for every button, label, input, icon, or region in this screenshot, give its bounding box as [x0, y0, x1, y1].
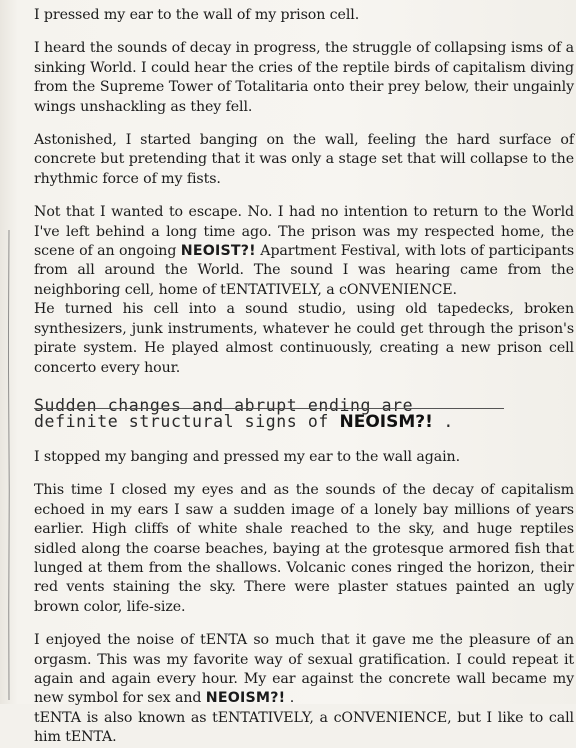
paragraph-5: He turned his cell into a sound studio, using old tapedecks, broken synthesizers, junk instruments, whatever he could get through the prison's pirate system. He played almost continuously, creating a new prison cell concerto every hour. — [34, 301, 574, 376]
paragraph-9: tENTA is also known as tENTATIVELY, a cONVENIENCE, but I like to call him tENTA. — [34, 709, 574, 746]
paragraph-8-part-1: I enjoyed the noise of tENTA so much that it gave me the pleasure of an orgasm. This was my favorite way of sexual gratification. I could repeat it again and again every hour. My ear against the concrete wall became my new symbol for sex and — [34, 632, 574, 707]
typewriter-quote — [34, 395, 574, 432]
neoist-highlight: NEOIST?! — [180, 243, 256, 260]
paragraph-7: This time I closed my eyes and as the sounds of the decay of capitalism echoed in my ears I saw a sudden image of a lonely bay millions of years earlier. High cliffs of white shale reached to the sky, and huge reptiles sidled along the coarse beaches, baying at the grotesque armored fish that lunged at them from the shallows. Volcanic cones ringed the horizon, their red vents staining the sky. There were plaster statues painted an ugly brown color, life-size. — [34, 482, 574, 615]
typewriter-line-2-end: . — [432, 411, 454, 431]
typewriter-line-1: Sudden changes and abrupt ending are — [34, 395, 414, 415]
paragraph-4-part-1: Not that I wanted to escape. No. I had no intention to return to the World I've left behind a long time ago. The prison was my respected home, the scene of an ongoing — [34, 204, 574, 260]
paragraph-1: I pressed my ear to the wall of my prison cell. — [34, 7, 360, 23]
strike-rule — [34, 408, 504, 409]
neoism-highlight-large: NEOISM?! — [339, 411, 433, 432]
paragraph-8-part-2: . — [285, 690, 295, 707]
paragraph-2: I heard the sounds of decay in progress, the struggle of collapsing isms of a sinking World. I could hear the cries of the reptile birds of capitalism diving from the Supreme Tower of Totalitaria onto their prey below, their ungainly wings unshackling as they fell. — [34, 40, 574, 115]
paragraph-4 — [34, 203, 574, 300]
paragraph-6: I stopped my banging and pressed my ear to the wall again. — [34, 448, 460, 465]
typewriter-line-2-text: definite structural signs of — [34, 411, 340, 431]
typewriter-line-2 — [34, 411, 574, 432]
margin-pen-line — [8, 230, 10, 700]
paragraph-4-part-2: Apartment Festival, with lots of participants from all around the World. The sound I was hearing came from the neighboring cell, home of tENTATIVELY, a cONVENIENCE. — [34, 243, 574, 298]
paragraph-3: Astonished, I started banging on the wall, feeling the hard surface of concrete but pretending that it was only a stage set that will collapse to the rhythmic force of my fists. — [34, 132, 574, 187]
paragraph-8 — [34, 631, 574, 709]
neoism-highlight: NEOISM?! — [205, 690, 286, 707]
article-text — [34, 6, 574, 748]
